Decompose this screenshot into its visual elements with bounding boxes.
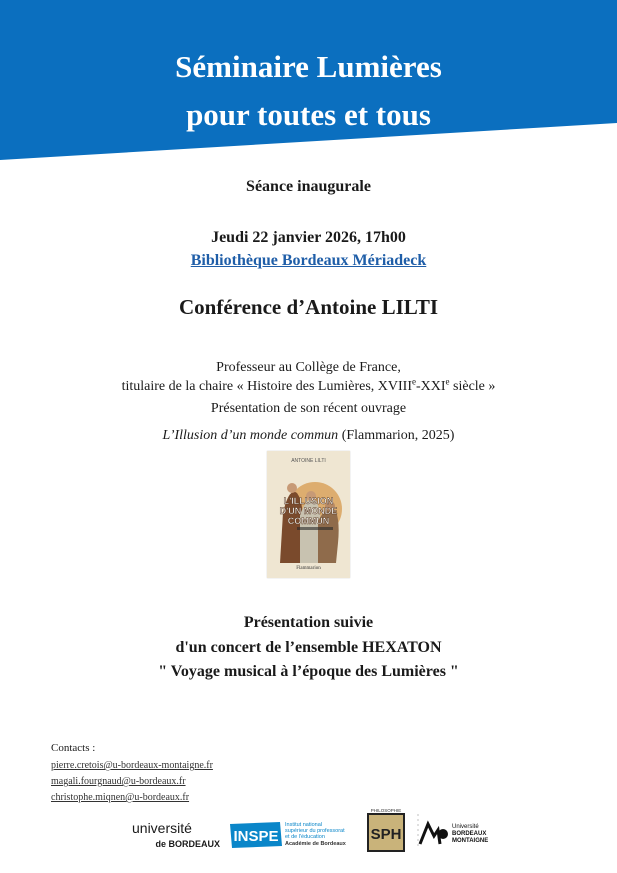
speaker-chair bbox=[0, 377, 617, 396]
seminar-title-line1: Séminaire Lumières bbox=[175, 49, 442, 84]
ubm-line2: BORDEAUX bbox=[452, 831, 487, 837]
sph-top: PHILOSOPHIE bbox=[370, 808, 402, 813]
book-cover-image bbox=[267, 451, 350, 578]
event-place-link[interactable]: Bibliothèque Bordeaux Mériadeck bbox=[190, 252, 427, 269]
book-reference bbox=[0, 426, 617, 445]
book-title: L’Illusion d’un monde commun bbox=[162, 428, 339, 443]
inspe-text3: et de l'éducation bbox=[285, 834, 325, 840]
concert-line1: Présentation suivie bbox=[243, 614, 374, 631]
ub-line2: de BORDEAUX bbox=[155, 839, 220, 849]
event-date: Jeudi 22 janvier 2026, 17h00 bbox=[211, 229, 406, 246]
cover-title-2: D'UN MONDE bbox=[279, 506, 338, 516]
chair-text-mid: -XXI bbox=[415, 379, 446, 394]
book-publisher: (Flammarion, 2025) bbox=[338, 428, 455, 443]
sph-name: SPH bbox=[370, 826, 402, 843]
sph-logo bbox=[366, 807, 406, 853]
inspe-text2: supérieur du professorat bbox=[285, 828, 345, 834]
ub-line1: université bbox=[132, 820, 192, 836]
speaker-position: Professeur au Collège de France, bbox=[216, 360, 401, 375]
chair-text-prefix: titulaire de la chaire « Histoire des Lumières, XVIII bbox=[121, 379, 412, 394]
cover-author: ANTOINE LILTI bbox=[291, 458, 326, 464]
concert-line3: " Voyage musical à l’époque des Lumières " bbox=[158, 663, 459, 680]
cover-title-1: L'ILLUSION bbox=[283, 496, 334, 506]
inspe-name: INSPE bbox=[233, 828, 279, 845]
chair-sup-1: e bbox=[411, 376, 416, 387]
inspe-logo bbox=[228, 818, 356, 850]
contact-email-link[interactable]: christophe.miqnen@u-bordeaux.fr bbox=[51, 792, 190, 803]
event-place bbox=[0, 252, 617, 270]
inspe-text4: Académie de Bordeaux bbox=[285, 841, 346, 847]
presentation-line: Présentation de son récent ouvrage bbox=[210, 401, 407, 416]
conference-title: Conférence d’Antoine LILTI bbox=[178, 295, 439, 319]
ubm-line3: MONTAIGNE bbox=[452, 838, 489, 844]
seminar-title-line2: pour toutes et tous bbox=[186, 97, 431, 132]
bordeaux-montaigne-logo bbox=[416, 810, 492, 852]
universite-bordeaux-logo bbox=[130, 818, 222, 852]
seance-label: Séance inaugurale bbox=[246, 178, 371, 195]
ubm-line1: Université bbox=[452, 824, 479, 830]
inspe-text1: Institut national bbox=[285, 822, 322, 828]
chair-sup-2: e bbox=[445, 376, 450, 387]
contact-email-link[interactable]: magali.fourgnaud@u-bordeaux.fr bbox=[51, 776, 186, 787]
cover-publisher: Flammarion bbox=[296, 566, 321, 571]
cover-title-3: COMMUN bbox=[287, 516, 330, 526]
contact-email-link[interactable]: pierre.cretois@u-bordeaux-montaigne.fr bbox=[51, 760, 213, 771]
concert-line2: d'un concert de l’ensemble HEXATON bbox=[175, 639, 442, 656]
chair-text-suffix: siècle » bbox=[449, 379, 496, 394]
contacts-label: Contacts : bbox=[51, 742, 96, 754]
